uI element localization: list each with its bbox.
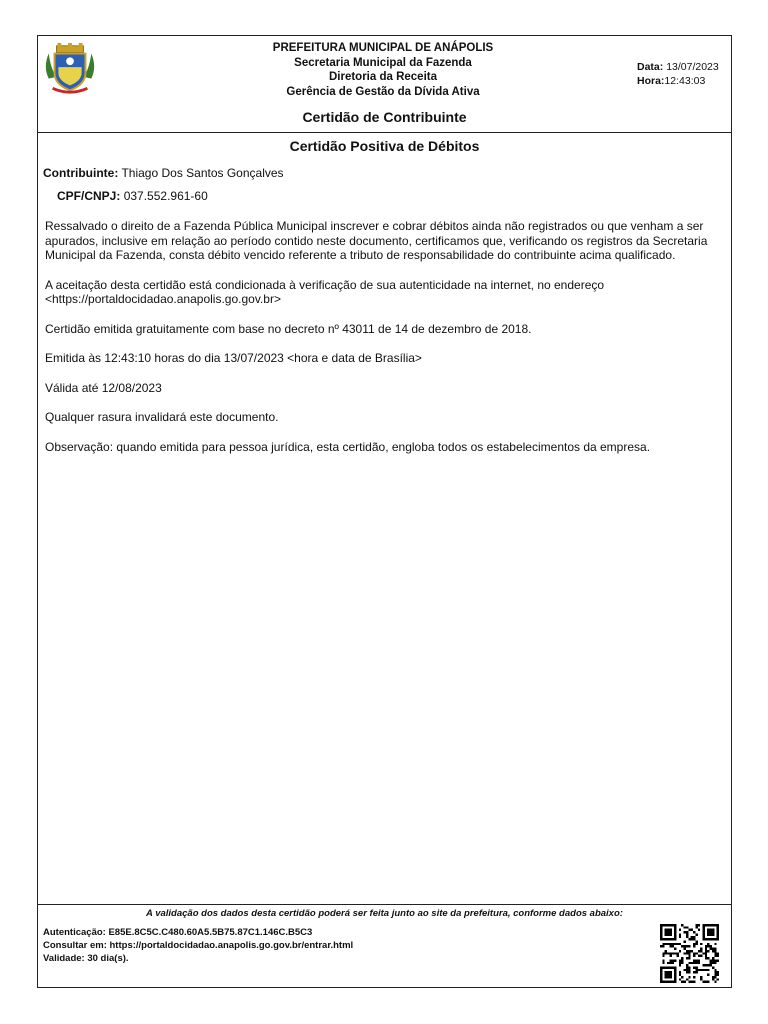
time-label: Hora: xyxy=(637,75,665,87)
validity-period: Validade: 30 dia(s). xyxy=(43,953,129,964)
document-title: Certidão de Contribuinte xyxy=(302,109,467,125)
paragraph-decree: Certidão emitida gratuitamente com base no decreto nº 43011 de 14 de dezembro de 2018. xyxy=(45,321,532,336)
paragraph-issued: Emitida às 12:43:10 horas do dia 13/07/2023 <hora e data de Brasília> xyxy=(45,351,422,365)
date-value: 13/07/2023 xyxy=(666,61,719,73)
authentication-info xyxy=(43,926,353,965)
authentication-code: Autenticação: E85E.8C5C.C480.60A5.5B75.87C1.146C.B5C3 xyxy=(43,927,313,938)
taxpayer-name: Thiago Dos Santos Gonçalves xyxy=(121,166,284,180)
paragraph-valid-until: Válida até 12/08/2023 xyxy=(45,380,162,395)
footer-divider xyxy=(38,904,731,905)
title-divider xyxy=(38,132,731,133)
cpf-cnpj-value: 037.552.961-60 xyxy=(123,189,208,203)
date-label: Data: xyxy=(637,61,664,73)
coat-of-arms-icon xyxy=(41,40,99,98)
date-time-block xyxy=(637,60,719,88)
time-value: 12:43:03 xyxy=(664,75,706,87)
paragraph-erasure: Qualquer rasura invalidará este documento. xyxy=(45,410,279,424)
issuer-line-1: PREFEITURA MUNICIPAL DE ANÁPOLIS xyxy=(272,42,494,54)
paragraph-authenticity: A aceitação desta certidão está condicionada à verificação de sua autenticidade na internet, no endereço <https://portaldocidadao.anapolis.go.gov.br> xyxy=(45,277,605,306)
taxpayer-doc-row xyxy=(57,189,208,203)
issuer-header xyxy=(188,41,578,99)
issuer-line-3: Diretoria da Receita xyxy=(328,71,437,83)
qr-code-icon xyxy=(660,924,719,983)
paragraph-observation: Observação: quando emitida para pessoa jurídica, esta certidão, engloba todos os estabelecimentos da empresa. xyxy=(45,439,651,454)
issuer-line-2: Secretaria Municipal da Fazenda xyxy=(294,56,472,69)
certificate-frame xyxy=(37,35,732,988)
document-subtitle: Certidão Positiva de Débitos xyxy=(289,138,480,154)
cpf-cnpj-label: CPF/CNPJ: xyxy=(57,189,121,203)
taxpayer-label: Contribuinte: xyxy=(43,166,119,180)
issuer-line-4: Gerência de Gestão da Dívida Ativa xyxy=(286,85,480,98)
certificate-body xyxy=(45,219,725,469)
validation-note: A validação dos dados desta certidão poderá ser feita junto ao site da prefeitura, conforme dados abaixo: xyxy=(146,908,623,919)
paragraph-reservation: Ressalvado o direito de a Fazenda Pública Municipal inscrever e cobrar débitos ainda não registrados ou que venham a ser apurados, inclusive em relação ao período contido neste documento, certificamos que, verificando os registros da Secretaria Municipal da Fazenda, consta débito vencido referente a tributo de responsabilidade do contribuinte acima qualificado. xyxy=(45,219,708,262)
consult-url: Consultar em: https://portaldocidadao.anapolis.go.gov.br/entrar.html xyxy=(43,940,354,951)
taxpayer-name-row xyxy=(43,166,284,180)
